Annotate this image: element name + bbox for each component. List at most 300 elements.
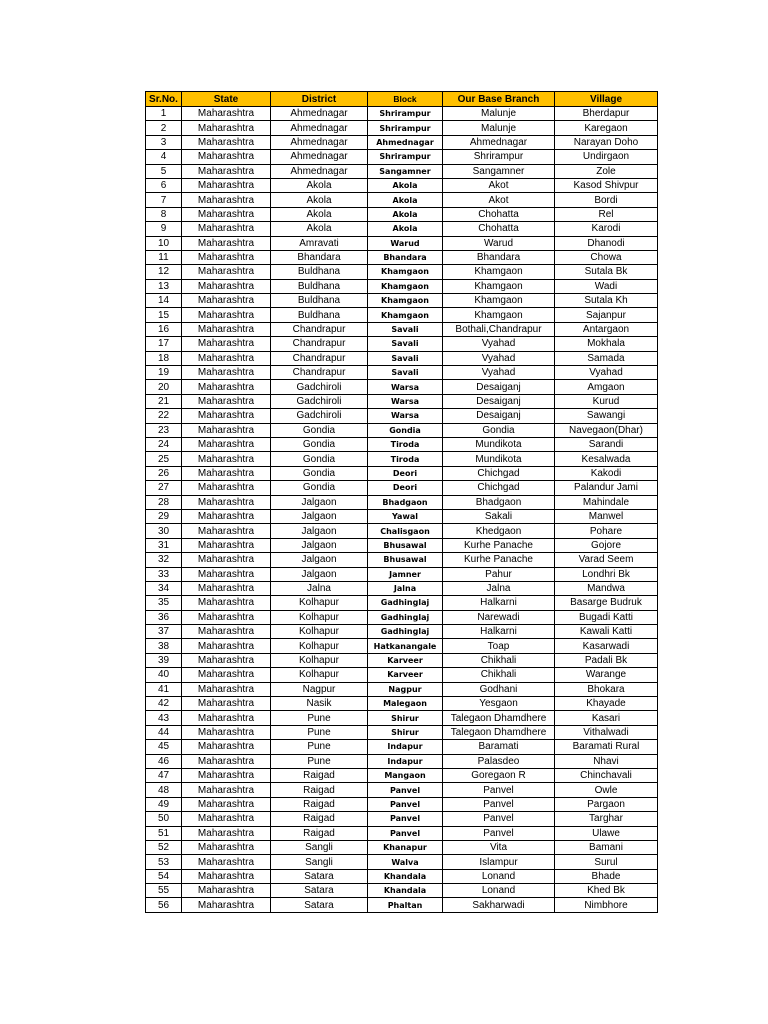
cell-state: Maharashtra (182, 812, 271, 826)
table-row (146, 207, 658, 221)
cell-state: Maharashtra (182, 481, 271, 495)
cell-sr-no: 2 (146, 121, 182, 135)
cell-base-branch: Halkarni (443, 625, 555, 639)
table-row (146, 898, 658, 912)
cell-block: Shirur (368, 725, 443, 739)
cell-sr-no: 22 (146, 409, 182, 423)
cell-sr-no: 53 (146, 855, 182, 869)
cell-base-branch: Vyahad (443, 366, 555, 380)
cell-sr-no: 18 (146, 351, 182, 365)
cell-block: Panvel (368, 783, 443, 797)
cell-base-branch: Sakharwadi (443, 898, 555, 912)
cell-state: Maharashtra (182, 725, 271, 739)
cell-district: Buldhana (271, 279, 368, 293)
cell-block: Akola (368, 178, 443, 192)
table-row (146, 279, 658, 293)
cell-sr-no: 31 (146, 538, 182, 552)
cell-district: Satara (271, 869, 368, 883)
table-row (146, 610, 658, 624)
cell-district: Pune (271, 725, 368, 739)
cell-base-branch: Gondia (443, 423, 555, 437)
cell-village: Chinchavali (555, 768, 658, 782)
cell-base-branch: Sakali (443, 509, 555, 523)
cell-sr-no: 1 (146, 107, 182, 121)
cell-village: Vyahad (555, 366, 658, 380)
cell-block: Nagpur (368, 682, 443, 696)
cell-district: Chandrapur (271, 337, 368, 351)
cell-base-branch: Panvel (443, 783, 555, 797)
cell-base-branch: Lonand (443, 884, 555, 898)
cell-block: Bhusawal (368, 538, 443, 552)
cell-state: Maharashtra (182, 380, 271, 394)
cell-village: Sajanpur (555, 308, 658, 322)
cell-block: Shrirampur (368, 121, 443, 135)
cell-village: Mandwa (555, 581, 658, 595)
cell-sr-no: 27 (146, 481, 182, 495)
table-row (146, 107, 658, 121)
cell-base-branch: Baramati (443, 740, 555, 754)
cell-sr-no: 25 (146, 452, 182, 466)
cell-sr-no: 23 (146, 423, 182, 437)
cell-state: Maharashtra (182, 207, 271, 221)
table-row (146, 322, 658, 336)
cell-block: Akola (368, 222, 443, 236)
cell-district: Sangli (271, 855, 368, 869)
cell-block: Hatkanangale (368, 639, 443, 653)
cell-base-branch: Chohatta (443, 207, 555, 221)
table-row (146, 581, 658, 595)
cell-district: Raigad (271, 768, 368, 782)
cell-block: Panvel (368, 812, 443, 826)
cell-block: Khamgaon (368, 294, 443, 308)
cell-base-branch: Khamgaon (443, 308, 555, 322)
cell-state: Maharashtra (182, 869, 271, 883)
cell-block: Khandala (368, 884, 443, 898)
cell-village: Manwel (555, 509, 658, 523)
table-row (146, 509, 658, 523)
village-table (145, 91, 658, 913)
cell-state: Maharashtra (182, 250, 271, 264)
cell-sr-no: 28 (146, 495, 182, 509)
cell-sr-no: 20 (146, 380, 182, 394)
cell-sr-no: 15 (146, 308, 182, 322)
cell-state: Maharashtra (182, 697, 271, 711)
cell-sr-no: 24 (146, 437, 182, 451)
header-state: State (182, 92, 271, 107)
cell-base-branch: Chichgad (443, 466, 555, 480)
cell-sr-no: 36 (146, 610, 182, 624)
cell-village: Sutala Kh (555, 294, 658, 308)
cell-block: Khanapur (368, 840, 443, 854)
cell-village: Kurud (555, 394, 658, 408)
cell-district: Ahmednagar (271, 164, 368, 178)
cell-state: Maharashtra (182, 495, 271, 509)
cell-village: Sawangi (555, 409, 658, 423)
cell-base-branch: Toap (443, 639, 555, 653)
cell-village: Ulawe (555, 826, 658, 840)
cell-sr-no: 7 (146, 193, 182, 207)
cell-state: Maharashtra (182, 265, 271, 279)
cell-block: Tiroda (368, 437, 443, 451)
cell-base-branch: Halkarni (443, 596, 555, 610)
cell-base-branch: Kurhe Panache (443, 553, 555, 567)
cell-base-branch: Malunje (443, 107, 555, 121)
cell-sr-no: 45 (146, 740, 182, 754)
cell-district: Jalgaon (271, 509, 368, 523)
table-row (146, 682, 658, 696)
cell-village: Varad Seem (555, 553, 658, 567)
cell-village: Bherdapur (555, 107, 658, 121)
cell-base-branch: Mundikota (443, 437, 555, 451)
cell-sr-no: 14 (146, 294, 182, 308)
cell-district: Nagpur (271, 682, 368, 696)
cell-block: Malegaon (368, 697, 443, 711)
cell-district: Chandrapur (271, 322, 368, 336)
cell-base-branch: Bhadgaon (443, 495, 555, 509)
cell-village: Narayan Doho (555, 135, 658, 149)
cell-village: Zole (555, 164, 658, 178)
cell-base-branch: Desaiganj (443, 380, 555, 394)
cell-block: Jamner (368, 567, 443, 581)
cell-base-branch: Desaiganj (443, 394, 555, 408)
cell-village: Kasarwadi (555, 639, 658, 653)
cell-district: Satara (271, 884, 368, 898)
cell-village: Palandur Jami (555, 481, 658, 495)
cell-base-branch: Bhandara (443, 250, 555, 264)
cell-base-branch: Malunje (443, 121, 555, 135)
cell-state: Maharashtra (182, 509, 271, 523)
cell-base-branch: Chikhali (443, 653, 555, 667)
cell-state: Maharashtra (182, 178, 271, 192)
cell-state: Maharashtra (182, 107, 271, 121)
cell-district: Kolhapur (271, 610, 368, 624)
table-row (146, 481, 658, 495)
cell-district: Akola (271, 193, 368, 207)
table-row (146, 524, 658, 538)
cell-state: Maharashtra (182, 826, 271, 840)
cell-village: Dhanodi (555, 236, 658, 250)
cell-state: Maharashtra (182, 898, 271, 912)
cell-sr-no: 47 (146, 768, 182, 782)
cell-sr-no: 46 (146, 754, 182, 768)
cell-sr-no: 30 (146, 524, 182, 538)
cell-sr-no: 52 (146, 840, 182, 854)
cell-village: Chowa (555, 250, 658, 264)
cell-village: Navegaon(Dhar) (555, 423, 658, 437)
cell-state: Maharashtra (182, 711, 271, 725)
cell-district: Jalgaon (271, 495, 368, 509)
cell-sr-no: 13 (146, 279, 182, 293)
table-row (146, 826, 658, 840)
cell-village: Targhar (555, 812, 658, 826)
cell-district: Raigad (271, 812, 368, 826)
cell-village: Pargaon (555, 797, 658, 811)
cell-village: Surul (555, 855, 658, 869)
cell-state: Maharashtra (182, 121, 271, 135)
cell-village: Owle (555, 783, 658, 797)
cell-sr-no: 54 (146, 869, 182, 883)
cell-base-branch: Talegaon Dhamdhere (443, 725, 555, 739)
cell-sr-no: 33 (146, 567, 182, 581)
cell-district: Kolhapur (271, 639, 368, 653)
cell-village: Nimbhore (555, 898, 658, 912)
cell-base-branch: Islampur (443, 855, 555, 869)
cell-base-branch: Palasdeo (443, 754, 555, 768)
cell-district: Ahmednagar (271, 107, 368, 121)
cell-village: Pohare (555, 524, 658, 538)
header-base-branch: Our Base Branch (443, 92, 555, 107)
cell-state: Maharashtra (182, 524, 271, 538)
cell-state: Maharashtra (182, 596, 271, 610)
cell-sr-no: 44 (146, 725, 182, 739)
cell-district: Buldhana (271, 294, 368, 308)
cell-block: Savali (368, 366, 443, 380)
cell-district: Gadchiroli (271, 380, 368, 394)
cell-sr-no: 21 (146, 394, 182, 408)
cell-block: Bhandara (368, 250, 443, 264)
cell-block: Gadhinglaj (368, 610, 443, 624)
cell-base-branch: Panvel (443, 812, 555, 826)
cell-village: Sutala Bk (555, 265, 658, 279)
cell-sr-no: 6 (146, 178, 182, 192)
header-village: Village (555, 92, 658, 107)
table-row (146, 394, 658, 408)
cell-district: Chandrapur (271, 351, 368, 365)
cell-district: Gadchiroli (271, 394, 368, 408)
cell-block: Khandala (368, 869, 443, 883)
table-row (146, 754, 658, 768)
cell-village: Karodi (555, 222, 658, 236)
cell-state: Maharashtra (182, 337, 271, 351)
cell-base-branch: Goregaon R (443, 768, 555, 782)
header-block: Block (368, 92, 443, 107)
cell-base-branch: Khedgaon (443, 524, 555, 538)
cell-sr-no: 41 (146, 682, 182, 696)
cell-village: Khed Bk (555, 884, 658, 898)
cell-village: Samada (555, 351, 658, 365)
cell-district: Gondia (271, 452, 368, 466)
header-sr-no: Sr.No. (146, 92, 182, 107)
cell-block: Shrirampur (368, 150, 443, 164)
table-row (146, 596, 658, 610)
table-row (146, 409, 658, 423)
cell-base-branch: Mundikota (443, 452, 555, 466)
cell-state: Maharashtra (182, 308, 271, 322)
cell-block: Indapur (368, 754, 443, 768)
cell-base-branch: Sangamner (443, 164, 555, 178)
cell-village: Karegaon (555, 121, 658, 135)
header-district: District (271, 92, 368, 107)
table-row (146, 697, 658, 711)
cell-district: Nasik (271, 697, 368, 711)
cell-state: Maharashtra (182, 164, 271, 178)
cell-sr-no: 16 (146, 322, 182, 336)
cell-base-branch: Lonand (443, 869, 555, 883)
cell-state: Maharashtra (182, 150, 271, 164)
table-row (146, 423, 658, 437)
table-row (146, 294, 658, 308)
cell-state: Maharashtra (182, 279, 271, 293)
cell-block: Chalisgaon (368, 524, 443, 538)
cell-state: Maharashtra (182, 351, 271, 365)
cell-block: Walva (368, 855, 443, 869)
table-row (146, 812, 658, 826)
cell-block: Gondia (368, 423, 443, 437)
cell-sr-no: 37 (146, 625, 182, 639)
cell-base-branch: Akot (443, 193, 555, 207)
cell-state: Maharashtra (182, 768, 271, 782)
cell-block: Sangamner (368, 164, 443, 178)
table-header (146, 92, 658, 107)
cell-block: Shirur (368, 711, 443, 725)
cell-state: Maharashtra (182, 437, 271, 451)
cell-base-branch: Vyahad (443, 351, 555, 365)
table-row (146, 725, 658, 739)
cell-state: Maharashtra (182, 236, 271, 250)
cell-village: Bordi (555, 193, 658, 207)
table-row (146, 121, 658, 135)
cell-district: Kolhapur (271, 653, 368, 667)
cell-state: Maharashtra (182, 135, 271, 149)
cell-district: Jalna (271, 581, 368, 595)
cell-block: Bhadgaon (368, 495, 443, 509)
cell-state: Maharashtra (182, 394, 271, 408)
cell-village: Bhade (555, 869, 658, 883)
cell-village: Amgaon (555, 380, 658, 394)
cell-district: Jalgaon (271, 524, 368, 538)
cell-village: Gojore (555, 538, 658, 552)
cell-base-branch: Kurhe Panache (443, 538, 555, 552)
cell-village: Kakodi (555, 466, 658, 480)
cell-base-branch: Pahur (443, 567, 555, 581)
cell-state: Maharashtra (182, 567, 271, 581)
cell-sr-no: 8 (146, 207, 182, 221)
table-row (146, 869, 658, 883)
cell-district: Gondia (271, 423, 368, 437)
cell-district: Raigad (271, 797, 368, 811)
cell-village: Mokhala (555, 337, 658, 351)
cell-village: Sarandi (555, 437, 658, 451)
cell-sr-no: 40 (146, 668, 182, 682)
table-row (146, 250, 658, 264)
cell-block: Warsa (368, 409, 443, 423)
cell-state: Maharashtra (182, 840, 271, 854)
cell-sr-no: 5 (146, 164, 182, 178)
cell-village: Londhri Bk (555, 567, 658, 581)
table-row (146, 797, 658, 811)
cell-block: Mangaon (368, 768, 443, 782)
cell-sr-no: 50 (146, 812, 182, 826)
cell-base-branch: Talegaon Dhamdhere (443, 711, 555, 725)
table-row (146, 193, 658, 207)
cell-block: Savali (368, 351, 443, 365)
cell-district: Jalgaon (271, 538, 368, 552)
cell-base-branch: Vita (443, 840, 555, 854)
cell-state: Maharashtra (182, 423, 271, 437)
table-row (146, 783, 658, 797)
cell-base-branch: Panvel (443, 797, 555, 811)
cell-village: Rel (555, 207, 658, 221)
cell-district: Pune (271, 740, 368, 754)
cell-sr-no: 9 (146, 222, 182, 236)
cell-base-branch: Jalna (443, 581, 555, 595)
cell-district: Amravati (271, 236, 368, 250)
cell-base-branch: Ahmednagar (443, 135, 555, 149)
cell-state: Maharashtra (182, 639, 271, 653)
cell-sr-no: 19 (146, 366, 182, 380)
table-row (146, 538, 658, 552)
cell-base-branch: Warud (443, 236, 555, 250)
table-row (146, 308, 658, 322)
cell-state: Maharashtra (182, 452, 271, 466)
cell-district: Pune (271, 754, 368, 768)
cell-village: Wadi (555, 279, 658, 293)
cell-village: Mahindale (555, 495, 658, 509)
header-row (146, 92, 658, 107)
cell-block: Karveer (368, 668, 443, 682)
cell-state: Maharashtra (182, 466, 271, 480)
cell-village: Warange (555, 668, 658, 682)
table-row (146, 164, 658, 178)
cell-base-branch: Panvel (443, 826, 555, 840)
table-row (146, 567, 658, 581)
cell-village: Khayade (555, 697, 658, 711)
cell-base-branch: Narewadi (443, 610, 555, 624)
table-body (146, 107, 658, 913)
table-row (146, 840, 658, 854)
cell-village: Vithalwadi (555, 725, 658, 739)
cell-village: Kasari (555, 711, 658, 725)
cell-sr-no: 26 (146, 466, 182, 480)
cell-block: Gadhinglaj (368, 625, 443, 639)
cell-district: Gadchiroli (271, 409, 368, 423)
cell-district: Gondia (271, 481, 368, 495)
cell-block: Savali (368, 322, 443, 336)
cell-base-branch: Khamgaon (443, 265, 555, 279)
cell-state: Maharashtra (182, 581, 271, 595)
cell-sr-no: 48 (146, 783, 182, 797)
cell-village: Bamani (555, 840, 658, 854)
cell-block: Deori (368, 481, 443, 495)
cell-block: Warsa (368, 380, 443, 394)
cell-block: Jalna (368, 581, 443, 595)
table-row (146, 639, 658, 653)
cell-village: Undirgaon (555, 150, 658, 164)
cell-village: Antargaon (555, 322, 658, 336)
cell-state: Maharashtra (182, 783, 271, 797)
cell-block: Ahmednagar (368, 135, 443, 149)
cell-block: Savali (368, 337, 443, 351)
table-row (146, 351, 658, 365)
cell-block: Deori (368, 466, 443, 480)
table-row (146, 150, 658, 164)
cell-state: Maharashtra (182, 797, 271, 811)
cell-district: Buldhana (271, 308, 368, 322)
cell-state: Maharashtra (182, 366, 271, 380)
cell-village: Kawali Katti (555, 625, 658, 639)
cell-state: Maharashtra (182, 322, 271, 336)
cell-state: Maharashtra (182, 409, 271, 423)
table-row (146, 711, 658, 725)
table-row (146, 437, 658, 451)
cell-district: Gondia (271, 437, 368, 451)
table-row (146, 380, 658, 394)
cell-sr-no: 29 (146, 509, 182, 523)
table-row (146, 768, 658, 782)
table-row (146, 740, 658, 754)
cell-district: Akola (271, 178, 368, 192)
table-row (146, 222, 658, 236)
